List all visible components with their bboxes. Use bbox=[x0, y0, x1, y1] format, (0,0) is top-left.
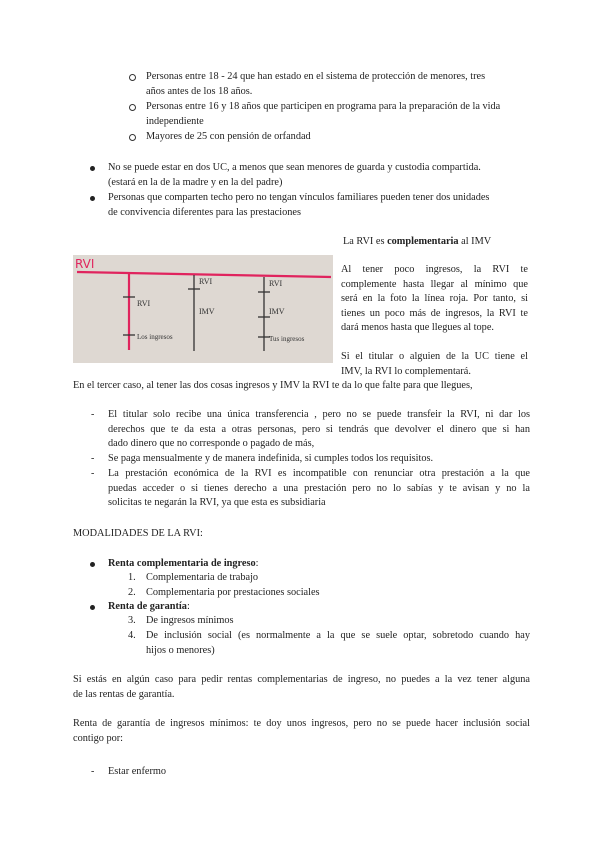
paragraph-final-2: Renta de garantía de ingresos mínimos: te doy unos ingresos, pero no se puede hacer inclusión social contigo por: bbox=[73, 718, 530, 744]
mod1-heading: Renta complementaria de ingreso: bbox=[108, 558, 259, 569]
dash-item-3: La prestación económica de la RVI es incompatible con renunciar otra prestación a la que puedas acceder o si tienes derecho a una prestación pero no lo sabías y te avisan y no la solicitas te negarán la RVI, ya que esta es subsidiaria bbox=[108, 468, 530, 509]
rvi-sketch-image bbox=[73, 255, 333, 363]
numbered-item: 1. bbox=[128, 572, 136, 583]
sketch-label: IMV bbox=[199, 307, 215, 316]
mod2-heading: Renta de garantía: bbox=[108, 601, 190, 612]
numbered-item: 3. bbox=[128, 615, 136, 626]
numbered-item-text: Complementaria por prestaciones sociales bbox=[146, 587, 320, 598]
numbered-item-text: De ingresos mínimos bbox=[146, 615, 234, 626]
sketch-label: Los ingresos bbox=[137, 333, 173, 341]
sketch-label: IMV bbox=[269, 307, 285, 316]
bullet-item-2: Personas que comparten techo pero no tengan vínculos familiares pueden tener dos unidades de convivencia diferentes para las prestaciones bbox=[108, 192, 490, 218]
right-paragraph-2: Si el titular o alguien de la UC tiene el IMV, la RVI lo complementará. bbox=[341, 351, 528, 377]
dash-item-2: Se paga mensualmente y de manera indefinida, si cumples todos los requisitos. bbox=[108, 453, 434, 464]
dash-marker: - bbox=[91, 453, 95, 464]
sketch-label: Tus ingresos bbox=[269, 335, 305, 343]
numbered-item: 2. bbox=[128, 587, 136, 598]
right-paragraph: Al tener poco ingresos, la RVI te complemente hasta llegar al mínimo que será en la foto la línea roja. Por tanto, si tienes un poco más de ingresos, la RVI te dará menos hasta que llegues al tope. bbox=[341, 264, 528, 334]
circle-bullet bbox=[129, 74, 136, 81]
last-dash-item: Estar enfermo bbox=[108, 766, 167, 777]
sketch-label: RVI bbox=[137, 299, 151, 308]
bullet-item-1: No se puede estar en dos UC, a menos que sean menores de guarda y custodia compartida. (estará en la de la madre y en la del padre) bbox=[108, 162, 481, 188]
sketch-label: RVI bbox=[199, 277, 213, 286]
third-case-text: En el tercer caso, al tener las dos cosas ingresos y IMV la RVI te da lo que falte para que llegues, bbox=[73, 380, 473, 391]
bullet-dot bbox=[90, 562, 95, 567]
sublist-item-1: Personas entre 18 - 24 que han estado en el sistema de protección de menores, tres años antes de los 18 años. bbox=[146, 71, 486, 97]
numbered-item: 4. bbox=[128, 630, 136, 641]
dash-marker: - bbox=[91, 409, 95, 420]
sublist-item-3: Mayores de 25 con pensión de orfandad bbox=[146, 131, 311, 142]
bullet-dot bbox=[90, 166, 95, 171]
bullet-dot bbox=[90, 605, 95, 610]
modalidades-title: MODALIDADES DE LA RVI: bbox=[73, 528, 203, 539]
sketch-label: RVI bbox=[269, 279, 283, 288]
paragraph-final-1: Si estás en algún caso para pedir rentas complementarias de ingreso, no puedes a la vez tener alguna de las rentas de garantía. bbox=[73, 674, 530, 700]
section-heading: La RVI es complementaria al IMV bbox=[343, 236, 492, 247]
numbered-item-text: Complementaria de trabajo bbox=[146, 572, 259, 583]
dash-marker: - bbox=[91, 766, 95, 777]
sketch-label-rvi-red: RVI bbox=[75, 257, 95, 271]
numbered-item-text: De inclusión social (es normalmente a la que se suele optar, sobretodo cuando hay hijos o menores) bbox=[146, 630, 530, 656]
sublist-item-2: Personas entre 16 y 18 años que participen en programa para la preparación de la vida independiente bbox=[146, 101, 501, 127]
bullet-dot bbox=[90, 196, 95, 201]
dash-item-1: El titular solo recibe una única transferencia , pero no se puede transfeir la RVI, ni dar los derechos que te da esta a otras personas, pero si tendrás que devolver el dinero que si han dado dinero que no corresponde o pagado de más, bbox=[108, 409, 530, 450]
circle-bullet bbox=[129, 104, 136, 111]
circle-bullet bbox=[129, 134, 136, 141]
dash-marker: - bbox=[91, 468, 95, 479]
